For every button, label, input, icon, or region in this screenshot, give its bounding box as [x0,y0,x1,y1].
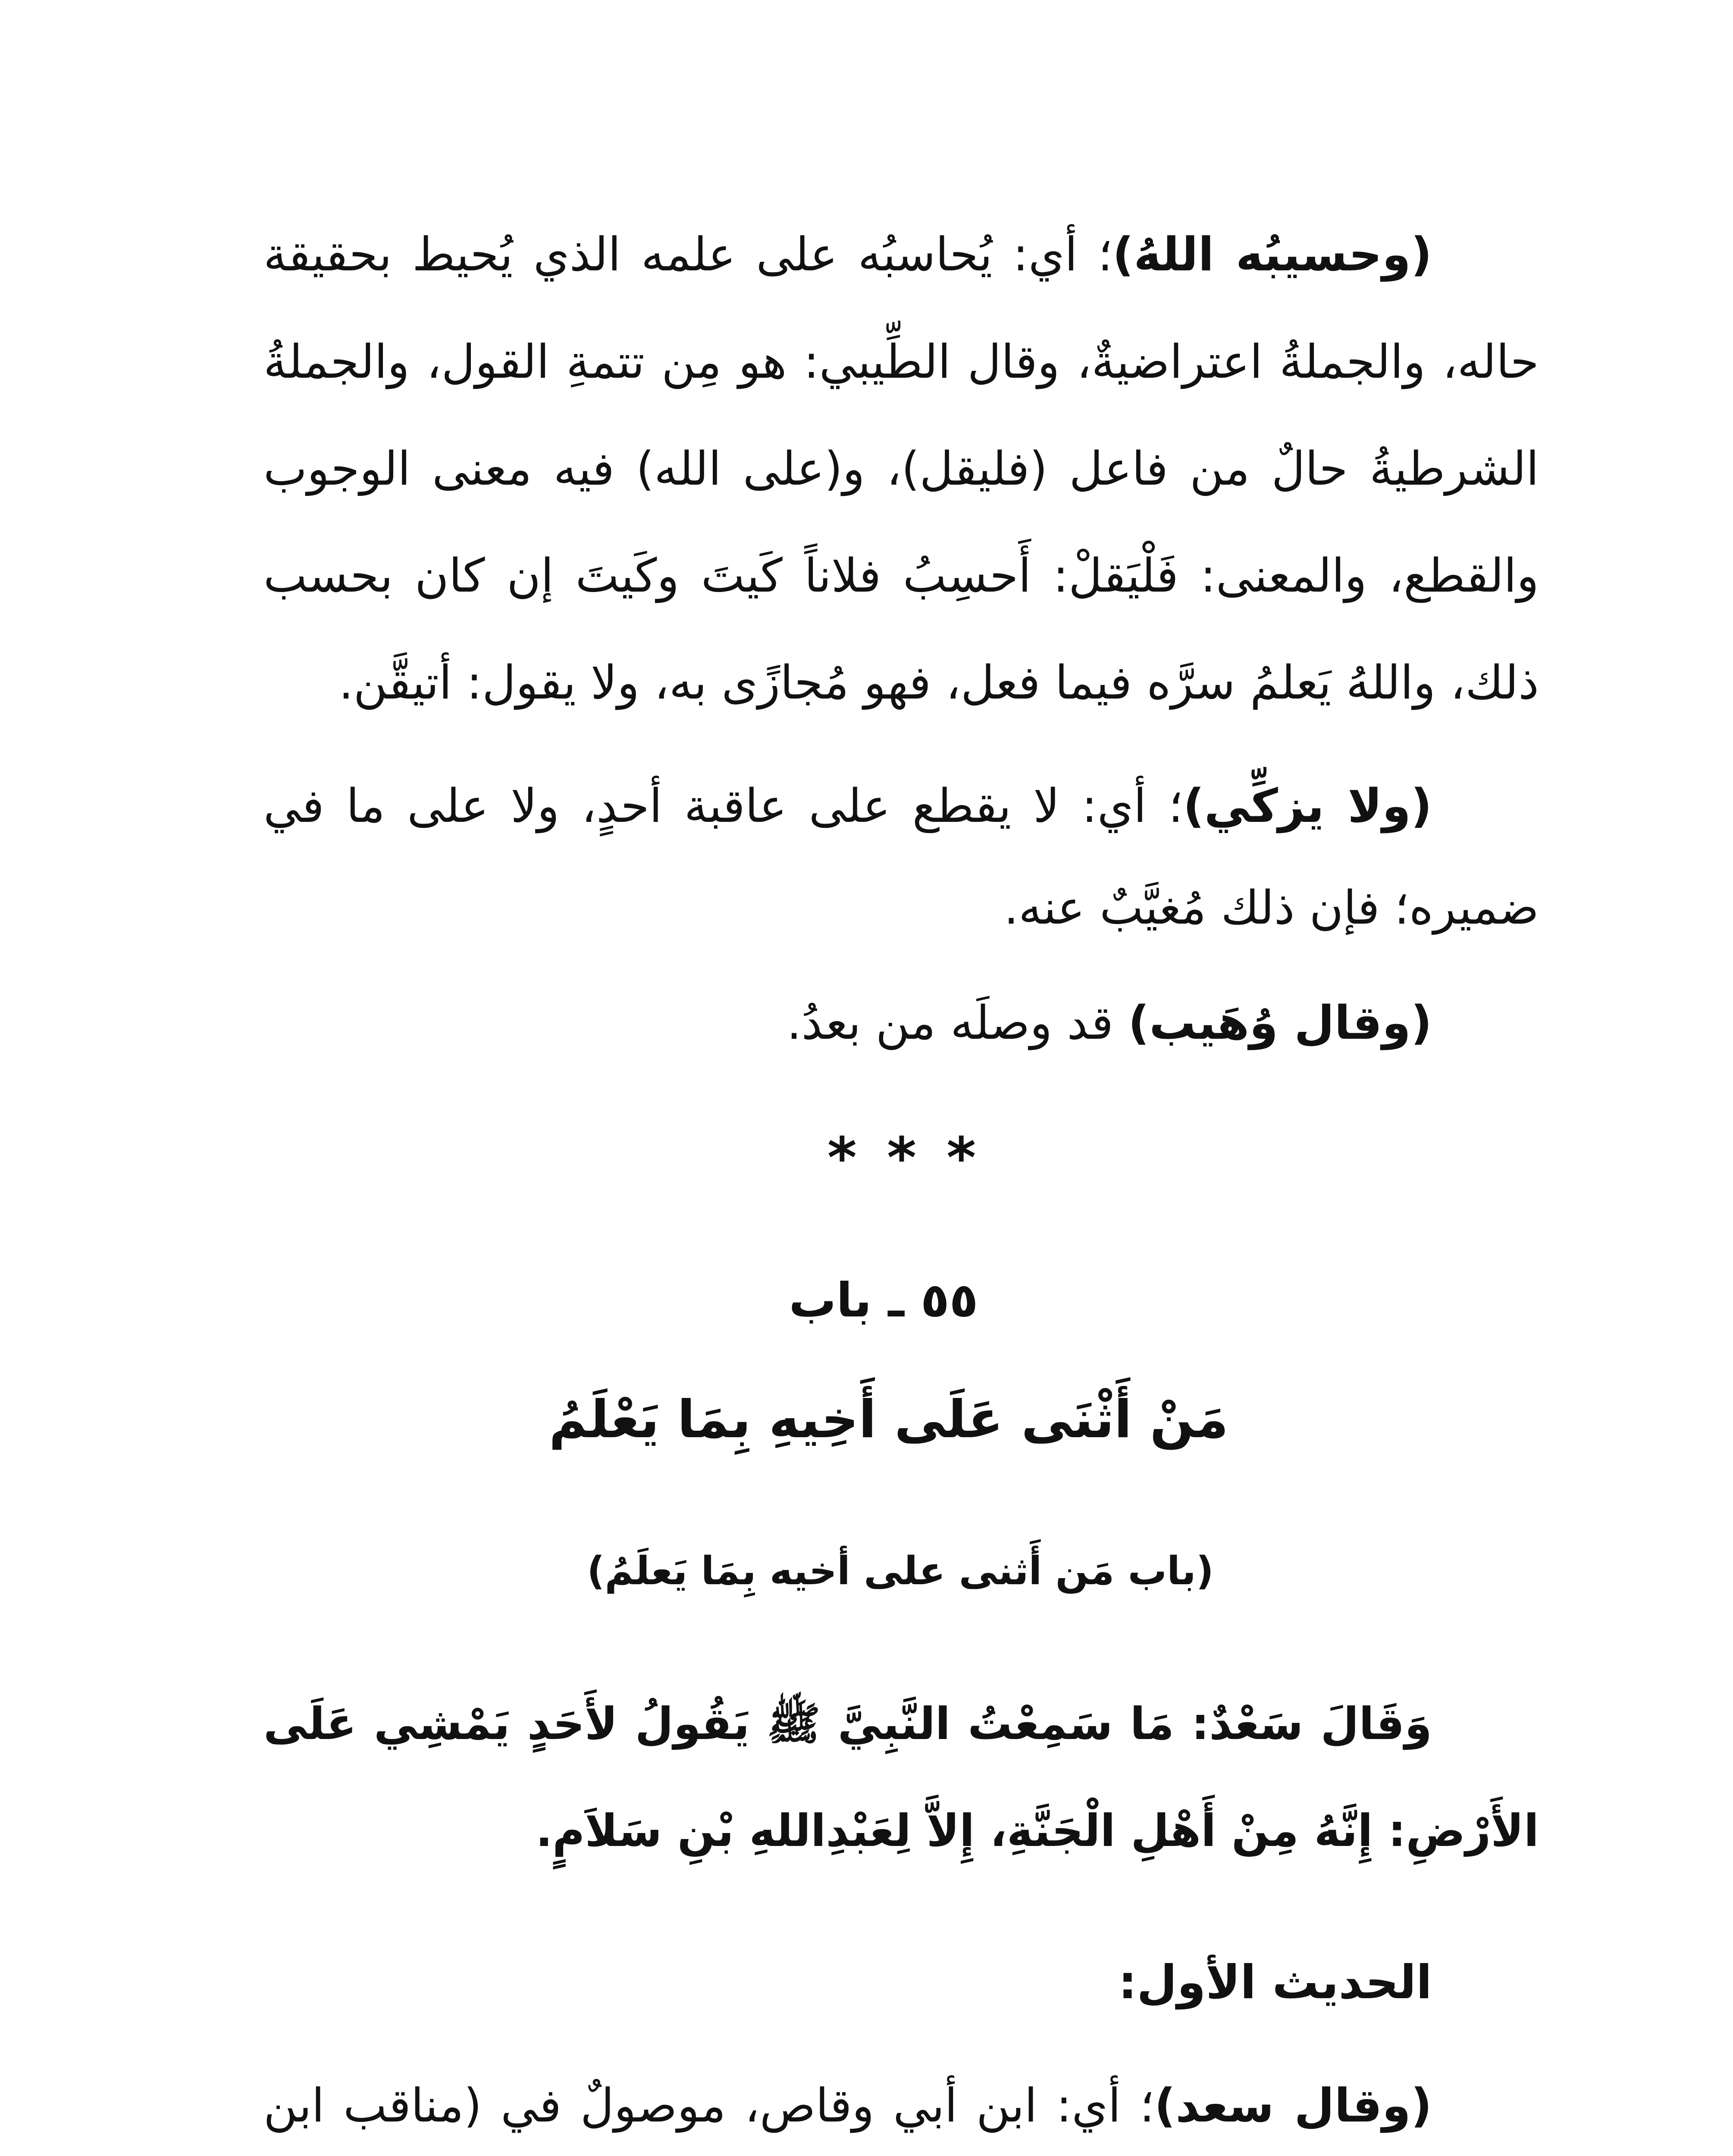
section-separator: * * * [827,1125,976,1191]
chapter-subtitle: (باب مَن أَثنى على أخيه بِمَا يَعلَمُ) [587,1548,1214,1594]
commentary-line: الشرطيةُ حالٌ من فاعل (فليقل)، و(على الله) فيه معنى الوجوب [263,442,1539,496]
commentary-line: ضميره؛ فإن ذلك مُغيَّبٌ عنه. [1003,881,1539,935]
commentary-line [263,212,1432,298]
chapter-title: مَنْ أَثْنَى عَلَى أَخِيهِ بِمَا يَعْلَمُ [549,1390,1228,1450]
commentary-line: ذلك، واللهُ يَعلمُ سرَّه فيما فعل، فهو مُجازًى به، ولا يقول: أتيقَّن. [338,656,1539,710]
commented-phrase: (وحسيبُه اللهُ) [1113,228,1432,282]
hadith-text-line: وَقَالَ سَعْدٌ: مَا سَمِعْتُ النَّبِيَّ ﷺ يَقُولُ لأَحَدٍ يَمْشِي عَلَى [263,1698,1432,1750]
subheading: الحديث الأول: [1118,1955,1432,2009]
commentary-line: حاله، والجملةُ اعتراضيةٌ، وقال الطِّيبي: هو مِن تتمةِ القول، والجملةُ [263,335,1539,389]
commented-phrase: (وقال سعد) [1154,2079,1432,2133]
commentary-text: ؛ أي: لا يقطع على عاقبة أحدٍ، ولا على ما في [263,779,1183,833]
commentary-line: والقطع، والمعنى: فَلْيَقلْ: أَحسِبُ فلاناً كَيتَ وكَيتَ إن كان بحسب [263,549,1539,603]
commentary-line [263,2063,1432,2149]
hadith-text-line: الأَرْضِ: إِنَّهُ مِنْ أَهْلِ الْجَنَّةِ، إِلاَّ لِعَبْدِاللهِ بْنِ سَلاَمٍ. [536,1805,1539,1857]
commentary-line [263,763,1432,849]
commentary-line [263,980,1432,1066]
commented-phrase: (وقال وُهَيب) [1128,996,1432,1050]
chapter-number: ٥٥ ـ باب [789,1272,978,1328]
commentary-text: قد وصلَه من بعدُ. [787,996,1128,1050]
commentary-text: ؛ أي: ابن أبي وقاص، موصولٌ في (مناقب ابن [263,2079,1155,2133]
commentary-text: ؛ أي: يُحاسبُه على علمه الذي يُحيط بحقيقة [263,228,1113,282]
commented-phrase: (ولا يزكِّي) [1183,779,1432,833]
